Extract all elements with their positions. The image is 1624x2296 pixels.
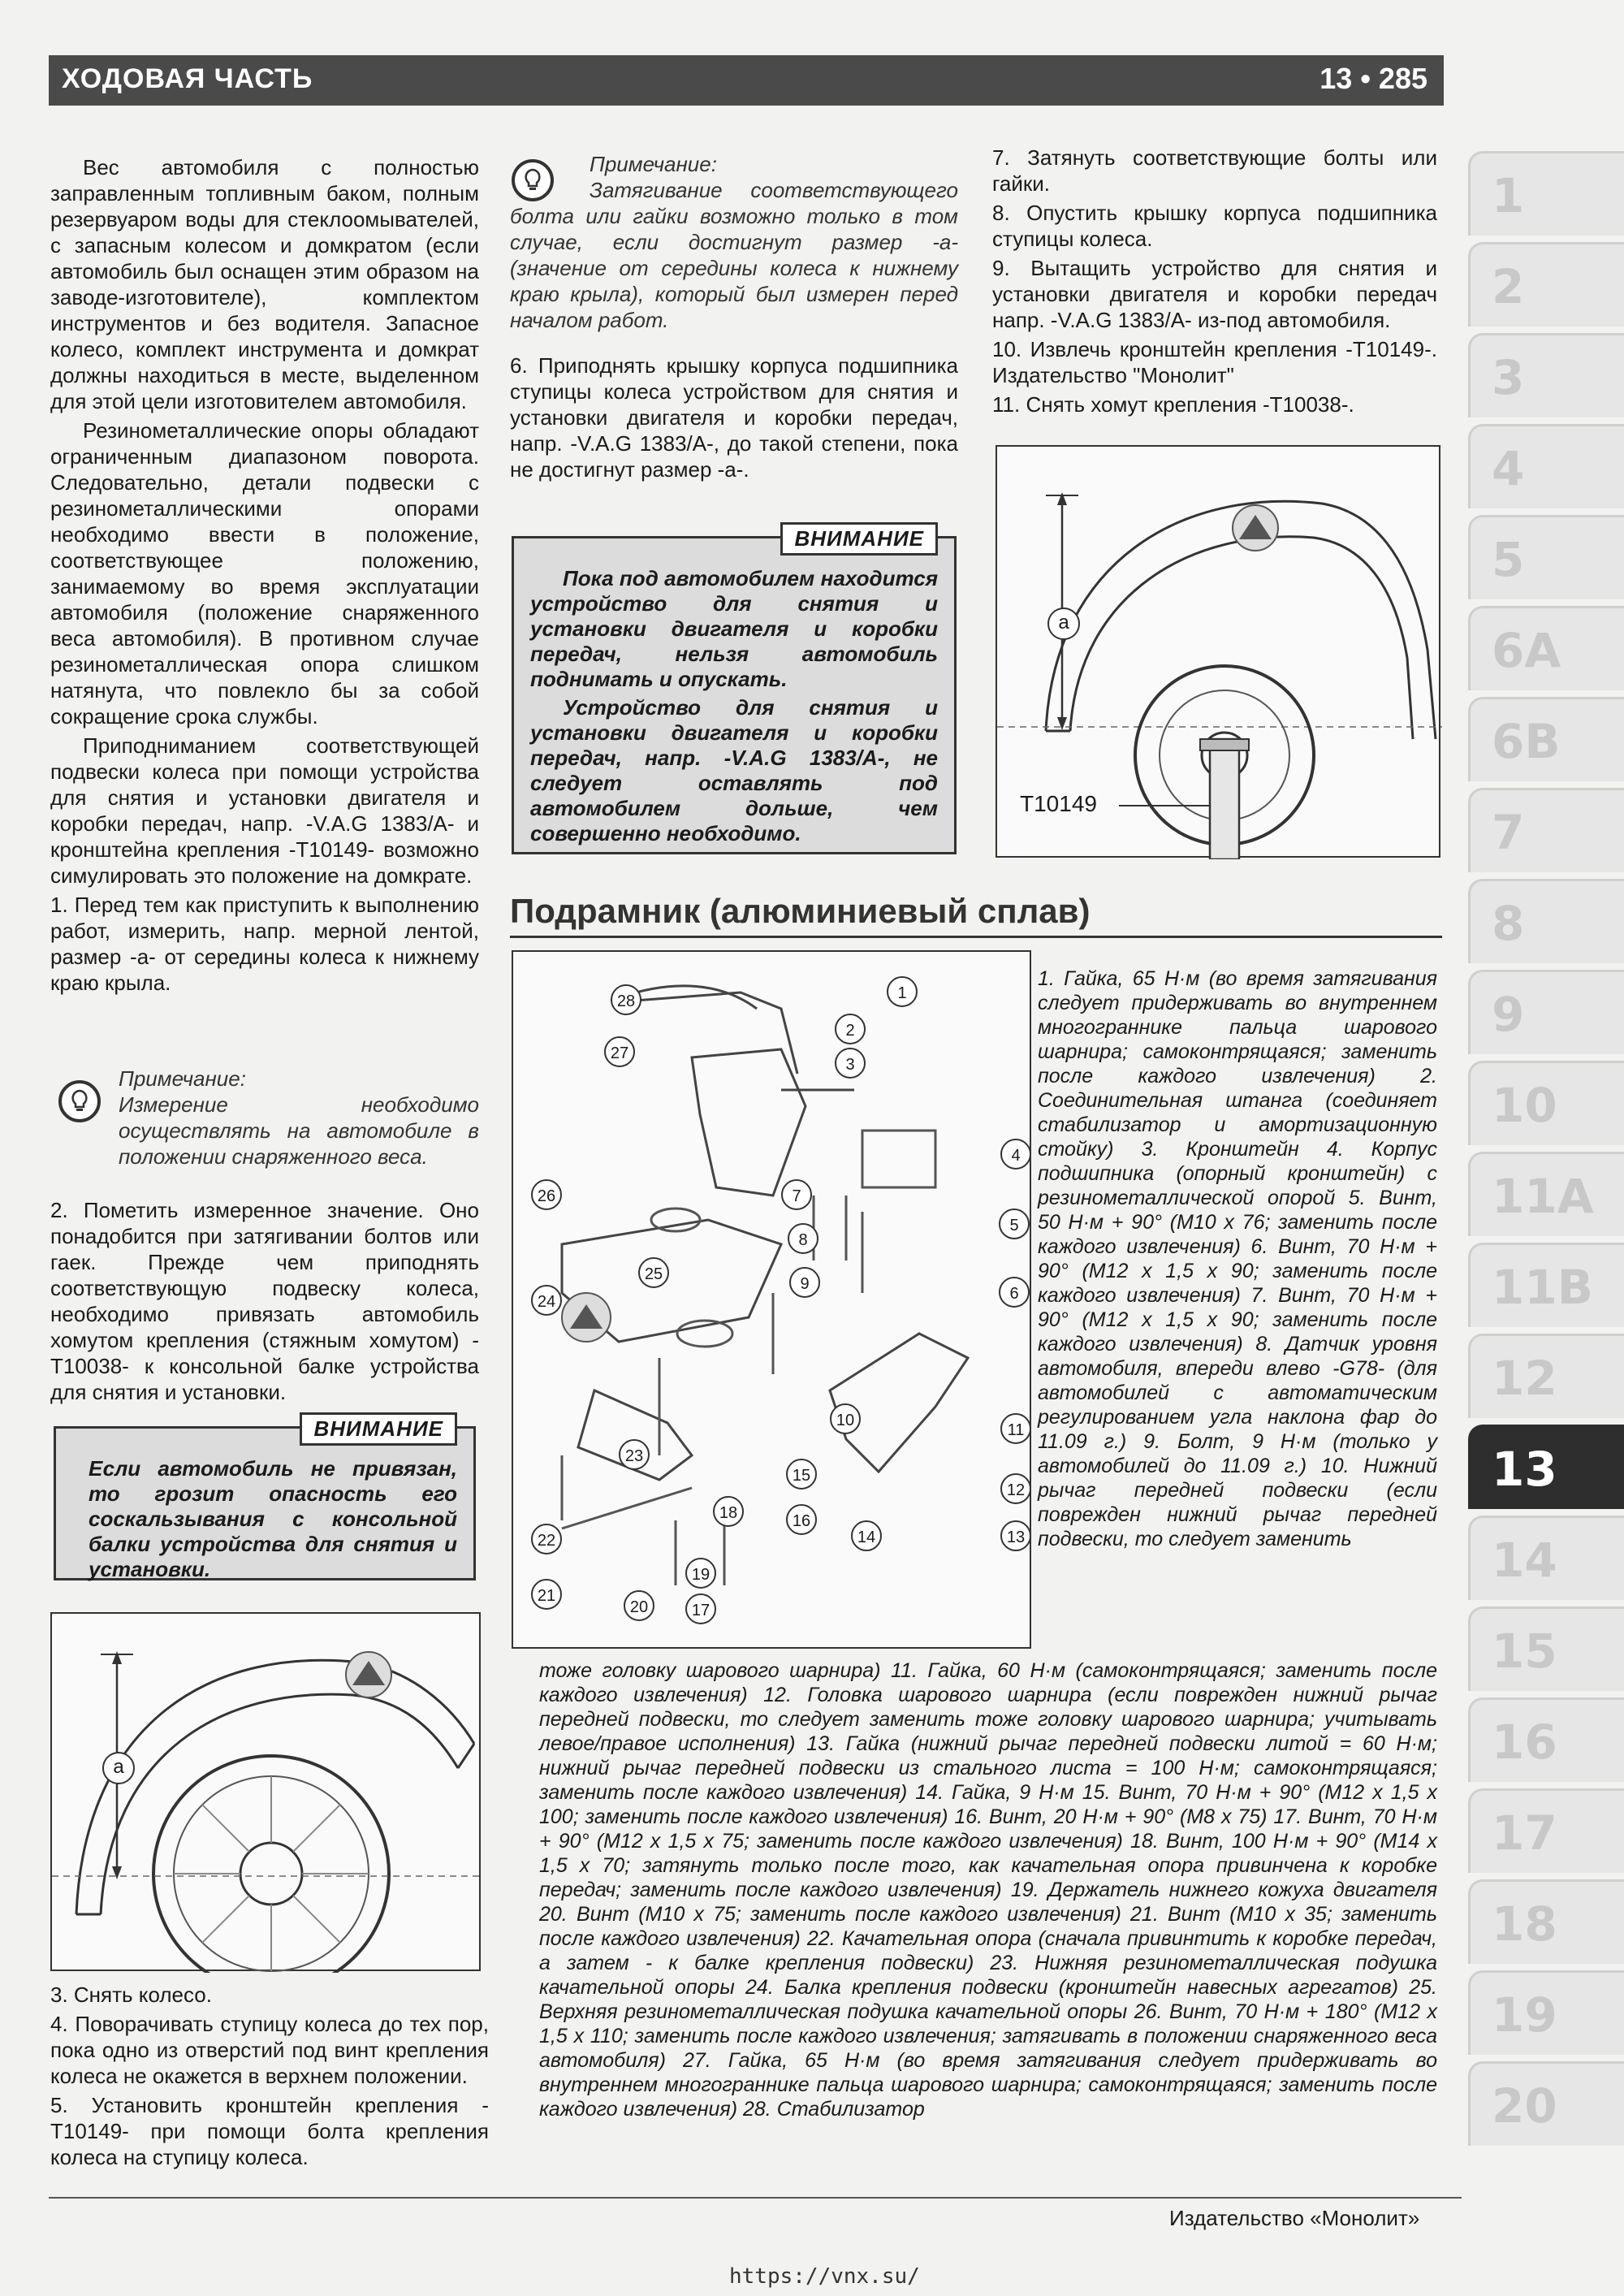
- callout: 19: [685, 1558, 716, 1589]
- warning-box-1: [54, 1416, 476, 1581]
- tab-16[interactable]: 16: [1468, 1697, 1624, 1782]
- tab-14[interactable]: 14: [1468, 1516, 1624, 1600]
- footer-publisher: Издательство «Монолит»: [1169, 2206, 1420, 2230]
- tab-9[interactable]: 9: [1468, 970, 1624, 1054]
- legend-full: тоже головку шарового шарнира) 11. Гайка, 60 Н·м (самоконтрящаяся; заменить после каждого извлечения) 12. Головка шарового шарнира (если поврежден нижний рычаг передней подвески, то следует заменить тоже головку шарового шарнира; учитывать левое/правое исполнения) 13. Гайка (нижний рычаг передней подвески литой = 60 Н·м; нижний рычаг передней подвески из стального листа = 100 Н·м; самоконтрящаяся; заменить после каждого извлечения) 14. Гайка, 9 Н·м 15. Винт, 70 Н·м + 90° (M12 x 1,5 x 100; заменить после каждого извлечения) 16. Винт, 20 Н·м + 90° (M8 x 75) 17. Винт, 70 Н·м + 90° (M12 x 1,5 x 75; заменить после каждого извлечения) 18. Винт, 100 Н·м + 90° (M14 x 1,5 x 70; затянуть только после того, как качательная опора привинчена к коробке передач; заменить после каждого извлечения) 19. Держатель нижнего кожуха двигателя 20. Винт (M10 x 75; заменить после каждого извлечения) 21. Винт (M10 x 35; заменить после каждого извлечения) 22. Качательная опора (сначала привинтить к коробке передач, а затем - к балке крепления подвески) 23. Нижняя резинометаллическая подушка качательной опоры 24. Балка крепления подвески (кронштейн навесных агрегатов) 25. Верхняя резинометаллическая подушка качательной опоры 26. Винт, 70 Н·м + 180° (M12 x 1,5 x 110; заменить после каждого извлечения; затягивать в положении снаряженного веса автомобиля) 27. Гайка, 65 Н·м (во время затягивания следует придерживать во внутреннем многограннике пальца шарового шарнира; самоконтрящаяся; заменить после каждого извлечения) 28. Стабилизатор: [539, 1659, 1437, 2121]
- tab-15[interactable]: 15: [1468, 1606, 1624, 1691]
- note-label: Примечание:: [119, 1066, 246, 1091]
- paragraph: Резинометаллические опоры обладают ограниченным диапазоном поворота. Следовательно, детали подвески с резинометаллическими опорами необходимо ввести в положение, соответствующее положению, занимаемому во время эксплуатации автомобиля (положение снаряженного веса автомобиля). В противном случае резинометаллическая опора слишком натянута, что повлекло бы за собой сокращение срока службы.: [50, 418, 479, 729]
- callout: 11: [1000, 1413, 1031, 1444]
- step: 9. Вытащить устройство для снятия и установки двигателя и коробки передач напр. -V.A.G 1383/A- из-под автомобиля.: [992, 256, 1437, 332]
- note-2: [510, 151, 958, 333]
- callout: 8: [788, 1223, 818, 1254]
- column-1: [50, 154, 479, 999]
- figure-wheel-left: [50, 1612, 481, 1971]
- tab-11a[interactable]: 11A: [1468, 1152, 1624, 1236]
- tab-20[interactable]: 20: [1468, 2061, 1624, 2146]
- column-1-end: [50, 1982, 489, 2173]
- tab-3[interactable]: 3: [1468, 333, 1624, 417]
- step: 2. Пометить измеренное значение. Оно понадобится при затягивании болтов или гаек. Прежде чем приподнять соответствующую подвеску колеса, необходимо привязать автомобиль хомутом крепления (стяжным хомутом) -T10038- к консольной балке устройства для снятия и установки.: [50, 1198, 479, 1404]
- step: 10. Извлечь кронштейн крепления -T10149-. Издательство "Монолит": [992, 337, 1437, 387]
- warning-box-2: [512, 526, 957, 854]
- tab-4[interactable]: 4: [1468, 424, 1624, 508]
- step: 6. Приподнять крышку корпуса подшипника ступицы колеса устройством для снятия и установки двигателя и коробки передач, напр. -V.A.G 1383/A-, до такой степени, пока не достигнут размер -a-.: [510, 353, 958, 482]
- page-header: [49, 55, 1444, 106]
- step: 11. Снять хомут крепления -T10038-.: [992, 392, 1354, 417]
- figure-wheel-right: [996, 445, 1440, 858]
- callout: 24: [531, 1285, 562, 1316]
- note-label: Примечание:: [590, 152, 717, 176]
- note-text: Измерение необходимо осуществлять на автомобиле в положении снаряженного веса.: [119, 1092, 479, 1169]
- callout: 5: [999, 1209, 1030, 1239]
- warning-text: Если автомобиль не привязан, то грозит опасность его соскальзывания с консольной балки устройства для снятия и установки.: [89, 1456, 457, 1581]
- warning-text: Устройство для снятия и установки двигателя и коробки передач, напр. -V.A.G 1383/A-, не следует оставлять под автомобилем дольше, чем совершенно необходимо.: [530, 695, 938, 845]
- section-heading: ХОДОВАЯ ЧАСТЬ: [62, 63, 313, 94]
- tab-19[interactable]: 19: [1468, 1970, 1624, 2055]
- tab-11b[interactable]: 11B: [1468, 1243, 1624, 1327]
- legend-side: 1. Гайка, 65 Н·м (во время затягивания следует придерживать во внутреннем многограннике пальца шарового шарнира; самоконтрящаяся; заменить после каждого извлечения) 2. Соединительная штанга (соединяет стабилизатор и амортизационную стойку) 3. Кронштейн 4. Корпус подшипника (опорный кронштейн) с резинометаллической опорой 5. Винт, 50 Н·м + 90° (M10 x 76; заменить после каждого извлечения) 6. Винт, 70 Н·м + 90° (M12 x 1,5 x 90; заменить после каждого извлечения) 7. Винт, 70 Н·м + 90° (M12 x 1,5 x 90; заменить после каждого извлечения) 8. Датчик уровня автомобиля, впереди влево -G78- (для автомобилей с автоматическим регулированием угла наклона фар до 11.09 г.) 9. Болт, 9 Н·м (только у автомобилей до 11.09 г.) 10. Нижний рычаг передней подвески (если поврежден нижний рычаг передней подвески, то следует заменить: [1038, 967, 1437, 1550]
- tab-12[interactable]: 12: [1468, 1334, 1624, 1418]
- callout: 12: [1000, 1473, 1031, 1504]
- callout: 10: [830, 1403, 861, 1434]
- dimension-label-a: a: [1047, 608, 1080, 640]
- tab-13[interactable]: 13: [1468, 1425, 1624, 1509]
- lightbulb-icon: [58, 1080, 101, 1122]
- paragraph: Вес автомобиля с полностью заправленным топливным баком, полным резервуаром воды для стеклоомывателей, с запасным колесом и домкратом (если автомобиль был оснащен этим образом на заводе-изготовителе), комплектом инструментов и без водителя. Запасное колесо, комплект инструмента и домкрат должны находиться в месте, выделенном для этой цели изготовителем автомобиля.: [50, 155, 479, 413]
- tab-5[interactable]: 5: [1468, 515, 1624, 599]
- callout: 26: [531, 1179, 562, 1210]
- step: 3. Снять колесо.: [50, 1983, 212, 2007]
- tab-1[interactable]: 1: [1468, 151, 1624, 236]
- callout: 25: [638, 1257, 669, 1288]
- callout: 6: [999, 1277, 1030, 1308]
- column-1-cont: [50, 1197, 479, 1408]
- callout: 23: [619, 1439, 650, 1470]
- callout: 2: [835, 1014, 866, 1044]
- tab-6a[interactable]: 6A: [1468, 606, 1624, 690]
- callout: 13: [1000, 1520, 1031, 1551]
- note-1: [119, 1066, 479, 1170]
- tab-6b[interactable]: 6B: [1468, 697, 1624, 781]
- step: 4. Поворачивать ступицу колеса до тех пор, пока одно из отверстий под винт крепления колеса не окажется в верхнем положении.: [50, 2012, 489, 2088]
- section-rule: [510, 936, 1442, 938]
- warning-text: Пока под автомобилем находится устройство для снятия и установки двигателя и коробки передач, нельзя автомобиль поднимать и опускать.: [530, 566, 938, 691]
- tab-8[interactable]: 8: [1468, 879, 1624, 963]
- callout: 1: [887, 976, 918, 1007]
- footer-url[interactable]: https://vnx.su/: [729, 2264, 920, 2289]
- callout: 3: [835, 1048, 866, 1079]
- column-3: [992, 145, 1437, 421]
- callout: 17: [685, 1593, 716, 1624]
- warning-title: ВНИМАНИЕ: [780, 522, 938, 556]
- callout: 20: [624, 1590, 654, 1621]
- step: 8. Опустить крышку корпуса подшипника ступицы колеса.: [992, 201, 1437, 251]
- tab-17[interactable]: 17: [1468, 1788, 1624, 1873]
- tab-7[interactable]: 7: [1468, 788, 1624, 872]
- note-text: Затягивание соответствующего болта или гайки возможно только в том случае, если достигнут размер -a- (значение от середины колеса к нижнему краю крыла), который был измерен перед началом работ.: [510, 178, 958, 332]
- callout: 18: [713, 1496, 744, 1527]
- section-title: Подрамник (алюминиевый сплав): [510, 892, 1091, 930]
- tab-10[interactable]: 10: [1468, 1061, 1624, 1145]
- tab-2[interactable]: 2: [1468, 242, 1624, 326]
- callout: 7: [781, 1179, 812, 1210]
- step: 7. Затянуть соответствующие болты или гайки.: [992, 145, 1437, 196]
- warning-title: ВНИМАНИЕ: [300, 1412, 457, 1446]
- callout: 27: [604, 1036, 635, 1067]
- tab-18[interactable]: 18: [1468, 1879, 1624, 1964]
- callout: 22: [531, 1524, 562, 1554]
- step: 1. Перед тем как приступить к выполнению работ, измерить, напр. мерной лентой, размер -a- от середины колеса к нижнему краю крыла.: [50, 893, 479, 995]
- exploded-diagram: [512, 950, 1031, 1649]
- callout: 14: [851, 1520, 882, 1551]
- callout: 16: [786, 1504, 817, 1535]
- paragraph: Приподниманием соответствующей подвески колеса при помощи устройства для снятия и установки двигателя и коробки передач, напр. -V.A.G 1383/A- и кронштейна крепления -T10149- возможно симулировать это положение на домкрате.: [50, 733, 479, 888]
- step: 5. Установить кронштейн крепления -T10149- при помощи болта крепления колеса на ступицу колеса.: [50, 2093, 489, 2169]
- callout: 4: [1000, 1139, 1031, 1170]
- callout: 28: [611, 984, 641, 1015]
- footer-rule: [49, 2197, 1462, 2199]
- column-2: [510, 352, 958, 486]
- callout: 9: [789, 1267, 820, 1298]
- page-number: 13 • 285: [1320, 62, 1427, 95]
- tool-label: T10149: [1020, 791, 1097, 816]
- callout: 15: [786, 1459, 817, 1490]
- dimension-label-a: a: [102, 1752, 135, 1784]
- callout: 21: [531, 1579, 562, 1610]
